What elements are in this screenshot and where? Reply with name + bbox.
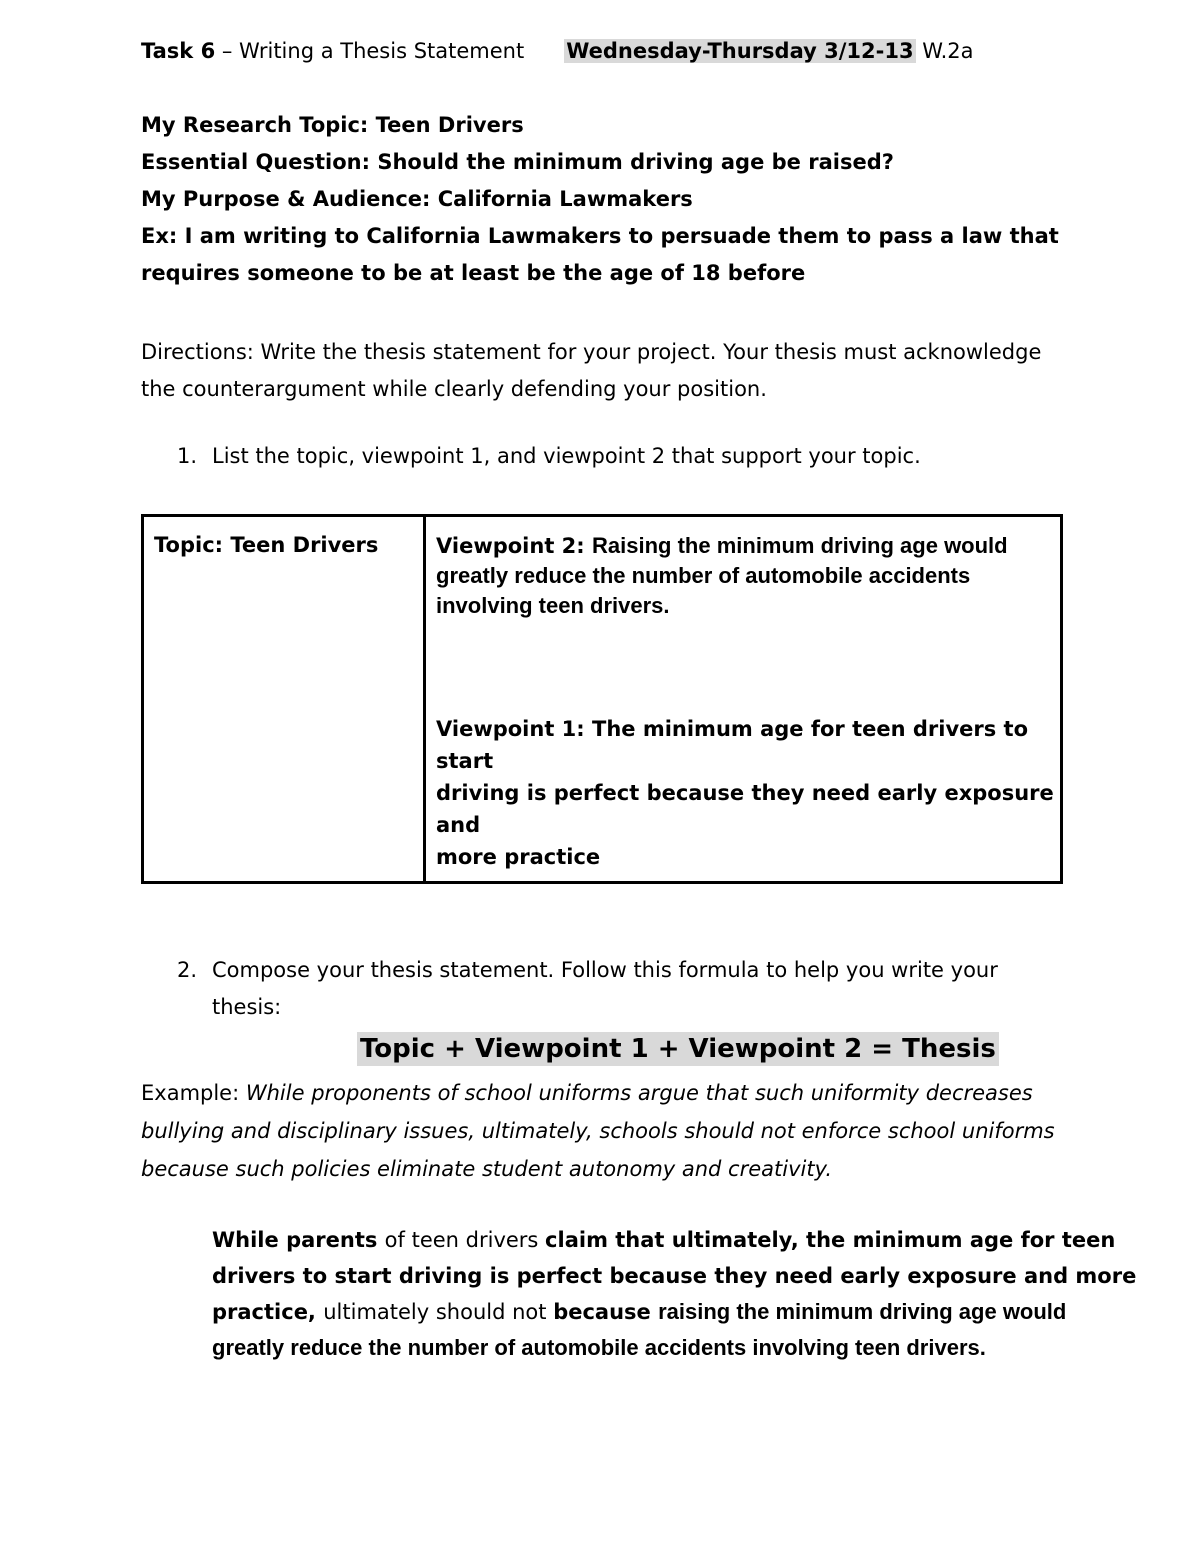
thesis-line-4: greatly reduce the number of automobile accidents involving teen drivers.: [212, 1335, 986, 1360]
viewpoint-1-line-3: more practice: [436, 845, 601, 869]
viewpoint-2-line-3: involving teen drivers.: [436, 593, 670, 618]
example-line-1: While proponents of school uniforms argue that such uniformity decreases: [245, 1081, 1033, 1105]
viewpoint-2-line-2: greatly reduce the number of automobile accidents: [436, 563, 971, 588]
example-thesis: [141, 1074, 1061, 1188]
list-number-2: 2.: [177, 958, 198, 982]
thesis-formula: Topic + Viewpoint 1 + Viewpoint 2 = Thesis: [357, 1032, 999, 1066]
viewpoint-table: [141, 514, 1063, 884]
list-text-1: List the topic, viewpoint 1, and viewpoint 2 that support your topic.: [212, 444, 921, 468]
viewpoint-1: [436, 713, 1056, 873]
research-info: [141, 112, 1059, 297]
viewpoint-2-line-1: Raising the minimum driving age would: [592, 533, 1008, 558]
thesis-line-1-c: claim that ultimately, the minimum age for teen: [545, 1228, 1116, 1252]
thesis-line-3-b: ultimately should not: [323, 1300, 554, 1324]
example-line-2: bullying and disciplinary issues, ultimately, schools should not enforce school uniforms: [141, 1119, 1055, 1143]
task-label: Task 6: [141, 39, 216, 63]
task-title: – Writing a Thesis Statement: [215, 39, 525, 63]
list-text-2-line-1: Compose your thesis statement. Follow this formula to help you write your: [212, 958, 998, 982]
list-text-2-line-2: thesis:: [212, 995, 282, 1019]
example-sentence-line-2: requires someone to be at least be the age of 18 before: [141, 261, 806, 285]
viewpoint-1-line-2: driving is perfect because they need early exposure and: [436, 781, 1054, 837]
viewpoint-1-line-1: Viewpoint 1: The minimum age for teen drivers to start: [436, 717, 1029, 773]
standard-label: W.2a: [915, 39, 974, 63]
viewpoint-2: [436, 531, 1036, 621]
viewpoints-cell: [426, 517, 1060, 881]
directions-line-1: Directions: Write the thesis statement for your project. Your thesis must acknowledge: [141, 340, 1042, 364]
thesis-line-3-a: practice,: [212, 1300, 324, 1324]
topic-cell: [144, 517, 426, 881]
viewpoint-2-label: Viewpoint 2:: [436, 534, 593, 558]
directions-line-2: the counterargument while clearly defending your position.: [141, 377, 767, 401]
document-header: [141, 38, 974, 64]
thesis-line-1-b: of teen drivers: [384, 1228, 546, 1252]
directions: [141, 334, 1061, 408]
topic-text: Topic: Teen Drivers: [154, 533, 379, 557]
essential-question: Essential Question: Should the minimum driving age be raised?: [141, 150, 894, 174]
thesis-line-3-d: raising the minimum driving age would: [658, 1299, 1067, 1324]
thesis-line-2: drivers to start driving is perfect because they need early exposure and more: [212, 1264, 1137, 1288]
date-label: Wednesday-Thursday 3/12-13: [566, 39, 914, 63]
example-label: Example:: [141, 1081, 246, 1105]
student-thesis: [212, 1222, 1137, 1366]
example-line-3: because such policies eliminate student autonomy and creativity.: [141, 1157, 833, 1181]
list-number-1: 1.: [177, 444, 198, 468]
thesis-line-3-c: because: [553, 1300, 659, 1324]
purpose-audience: My Purpose & Audience: California Lawmakers: [141, 187, 693, 211]
research-topic: My Research Topic: Teen Drivers: [141, 113, 524, 137]
example-sentence-line-1: Ex: I am writing to California Lawmakers to persuade them to pass a law that: [141, 224, 1059, 248]
thesis-line-1-a: While parents: [212, 1228, 385, 1252]
